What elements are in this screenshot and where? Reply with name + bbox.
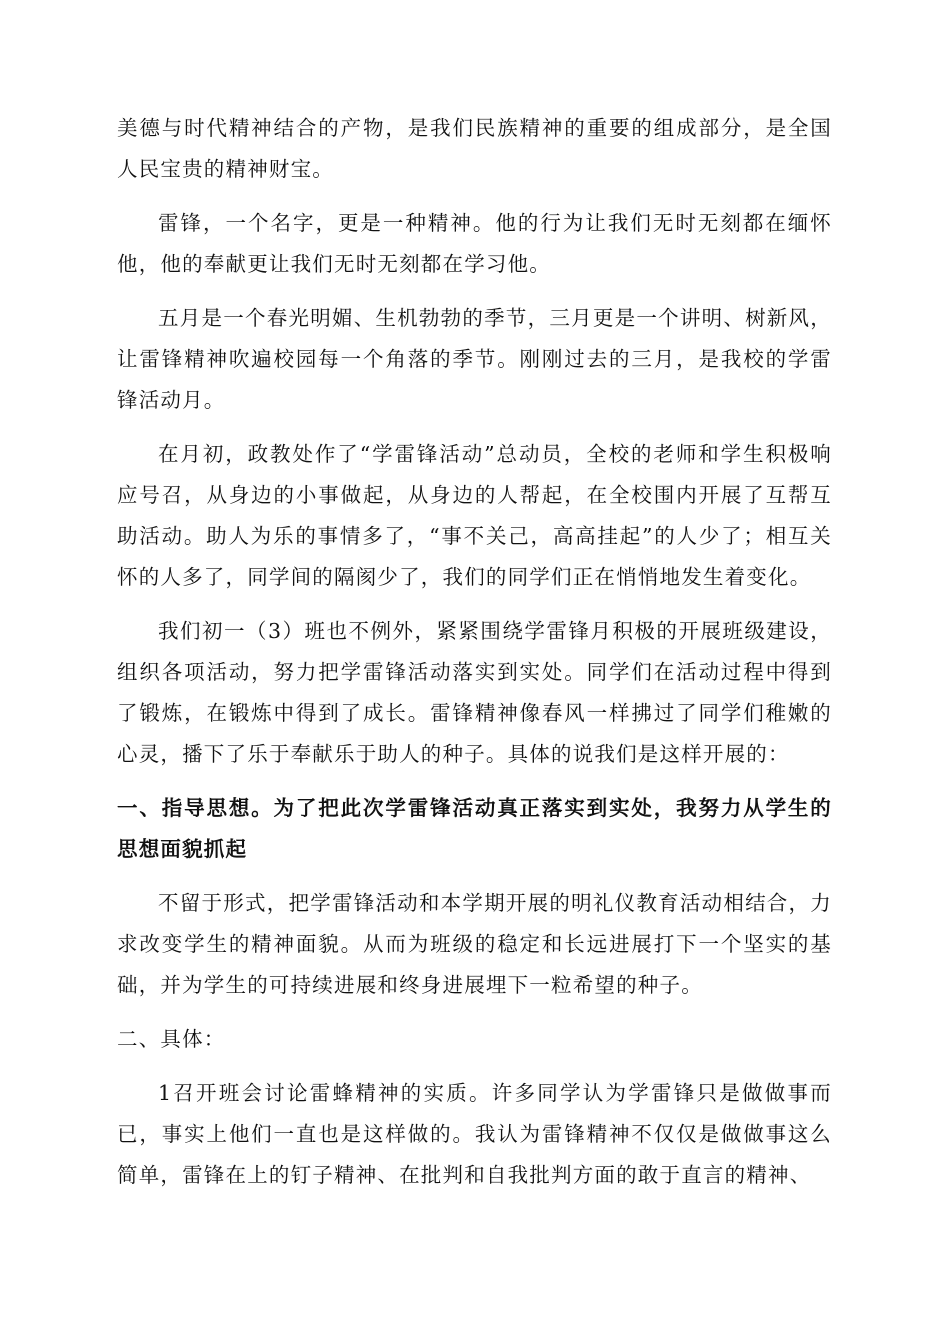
paragraph-2: 雷锋，一个名字，更是一种精神。他的行为让我们无时无刻都在缅怀他，他的奉献更让我们无时无刻都在学习他。 bbox=[117, 211, 832, 276]
paragraph-1: 美德与时代精神结合的产物，是我们民族精神的重要的组成部分，是全国人民宝贵的精神财宝。 bbox=[117, 116, 832, 181]
paragraph-4: 在月初，政教处作了“学雷锋活动”总动员，全校的老师和学生积极响应号召，从身边的小事做起，从身边的人帮起，在全校围内开展了互帮互助活动。助人为乐的事情多了，“事不关己，高高挂起”的人少了；相互关怀的人多了，同学间的隔阂少了，我们的同学们正在悄悄地发生着变化。 bbox=[117, 442, 832, 589]
section-heading-specifics: 二、具体： bbox=[117, 1027, 226, 1051]
paragraph-3: 五月是一个春光明媚、生机勃勃的季节，三月更是一个讲明、树新风，让雷锋精神吹遍校园每一个角落的季节。刚刚过去的三月，是我校的学雷锋活动月。 bbox=[117, 306, 832, 412]
paragraph-6: 不留于形式，把学雷锋活动和本学期开展的明礼仪教育活动相结合，力求改变学生的精神面貌。从而为班级的稳定和长远进展打下一个坚实的基础，并为学生的可持续进展和终身进展埋下一粒希望的种子。 bbox=[117, 891, 832, 997]
section-heading-guiding-thought: 一、指导思想。为了把此次学雷锋活动真正落实到实处，我努力从学生的思想面貌抓起 bbox=[117, 796, 832, 861]
paragraph-5: 我们初一（3）班也不例外，紧紧围绕学雷锋月积极的开展班级建设，组织各项活动，努力把学雷锋活动落实到实处。同学们在活动过程中得到了锻炼，在锻炼中得到了成长。雷锋精神像春风一样拂过了同学们稚嫩的心灵，播下了乐于奉献乐于助人的种子。具体的说我们是这样开展的： bbox=[117, 619, 832, 766]
paragraph-7: 1召开班会讨论雷蜂精神的实质。许多同学认为学雷锋只是做做事而已，事实上他们一直也是这样做的。我认为雷锋精神不仅仅是做做事这么简单，雷锋在上的钉子精神、在批判和自我批判方面的敢于直言的精神、 bbox=[117, 1081, 832, 1187]
